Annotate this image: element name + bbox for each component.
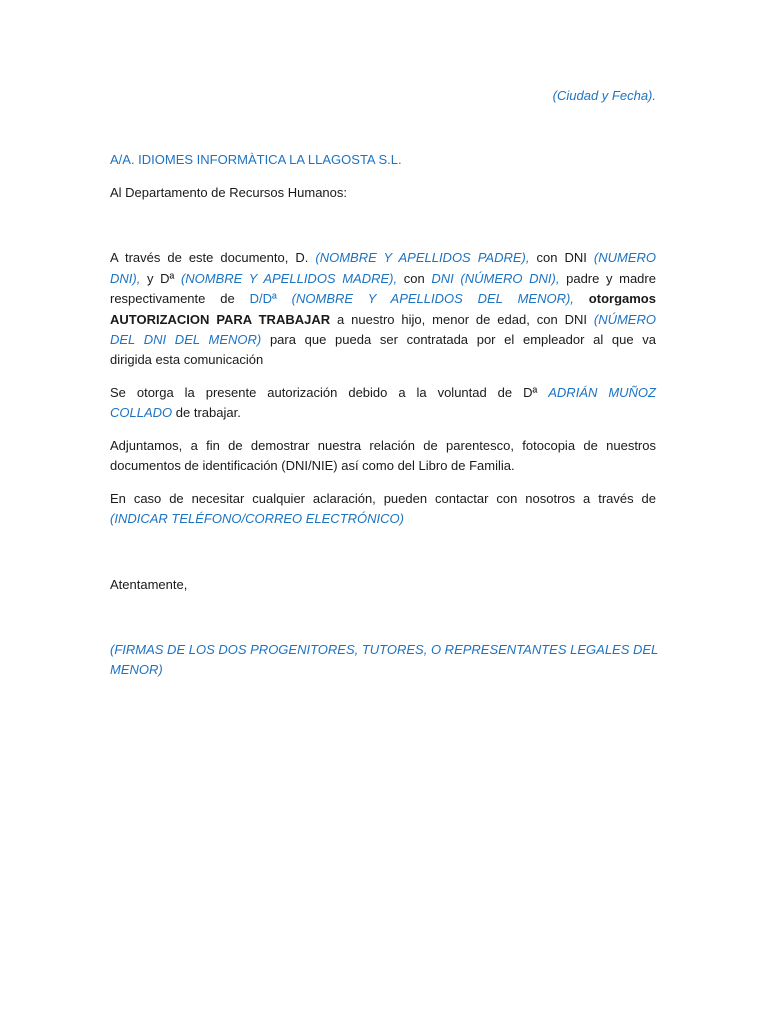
department-greeting: Al Departamento de Recursos Humanos: <box>110 185 348 200</box>
paragraph-2-line-2 <box>110 403 656 424</box>
signature-placeholder-line-1: (FIRMAS DE LOS DOS PROGENITORES, TUTORES, O REPRESENTANTES LEGALES DEL <box>110 642 659 657</box>
signature-placeholder-line-2: MENOR) <box>110 662 163 677</box>
paragraph-1-line-6: dirigida esta comunicación <box>110 352 264 367</box>
father-dni-placeholder: (NUMERO <box>593 250 656 265</box>
paragraph-1-line-2 <box>110 269 656 290</box>
p1-text: para que pueda ser contratada por el empleador al que va <box>269 332 656 347</box>
addressee: A/A. IDIOMES INFORMÀTICA LA LLAGOSTA S.L. <box>110 152 402 167</box>
minor-dni-placeholder: (NÚMERO <box>593 312 656 327</box>
p1-text: respectivamente de <box>110 291 235 306</box>
paragraph-3-line-1: Adjuntamos, a fin de demostrar nuestra relación de parentesco, fotocopia de nuestros <box>110 438 656 453</box>
paragraph-2-line-1 <box>110 383 656 404</box>
paragraph-1-line-4 <box>110 310 656 331</box>
father-name-placeholder: (NOMBRE Y APELLIDOS PADRE), <box>315 250 530 265</box>
p2-text: Se otorga la presente autorización debido a la voluntad de Dª <box>110 385 538 400</box>
closing: Atentamente, <box>110 577 188 592</box>
authorization-title: AUTORIZACION PARA TRABAJAR <box>110 312 331 327</box>
minor-name-placeholder: (NOMBRE Y APELLIDOS DEL MENOR), <box>291 291 574 306</box>
father-dni-placeholder-end: DNI), <box>110 271 141 286</box>
paragraph-1-line-1 <box>110 248 656 269</box>
minor-surname: COLLADO <box>110 405 173 420</box>
mother-dni-placeholder: DNI (NÚMERO DNI), <box>431 271 560 286</box>
p1-text: con <box>403 271 425 286</box>
p1-text: a nuestro hijo, menor de edad, con DNI <box>337 312 587 327</box>
mother-name-placeholder: (NOMBRE Y APELLIDOS MADRE), <box>180 271 398 286</box>
minor-given-name: ADRIÁN MUÑOZ <box>548 385 656 400</box>
p2-text: de trabajar. <box>175 405 241 420</box>
paragraph-1-line-3 <box>110 289 656 310</box>
p1-text: con DNI <box>536 250 587 265</box>
paragraph-1-line-5 <box>110 330 656 351</box>
contact-placeholder: (INDICAR TELÉFONO/CORREO ELECTRÓNICO) <box>110 511 404 526</box>
minor-dni-placeholder-end: DEL DNI DEL MENOR) <box>110 332 262 347</box>
paragraph-3-line-2: documentos de identificación (DNI/NIE) así como del Libro de Familia. <box>110 458 515 473</box>
minor-title-placeholder: D/Dª <box>249 291 277 306</box>
p1-text: A través de este documento, D. <box>110 250 309 265</box>
p1-text: padre y madre <box>566 271 656 286</box>
otorgamos-text: otorgamos <box>588 291 656 306</box>
paragraph-4-line-1: En caso de necesitar cualquier aclaración, pueden contactar con nosotros a través de <box>110 491 656 506</box>
p1-text: y Dª <box>146 271 175 286</box>
date-placeholder: (Ciudad y Fecha). <box>552 88 656 103</box>
